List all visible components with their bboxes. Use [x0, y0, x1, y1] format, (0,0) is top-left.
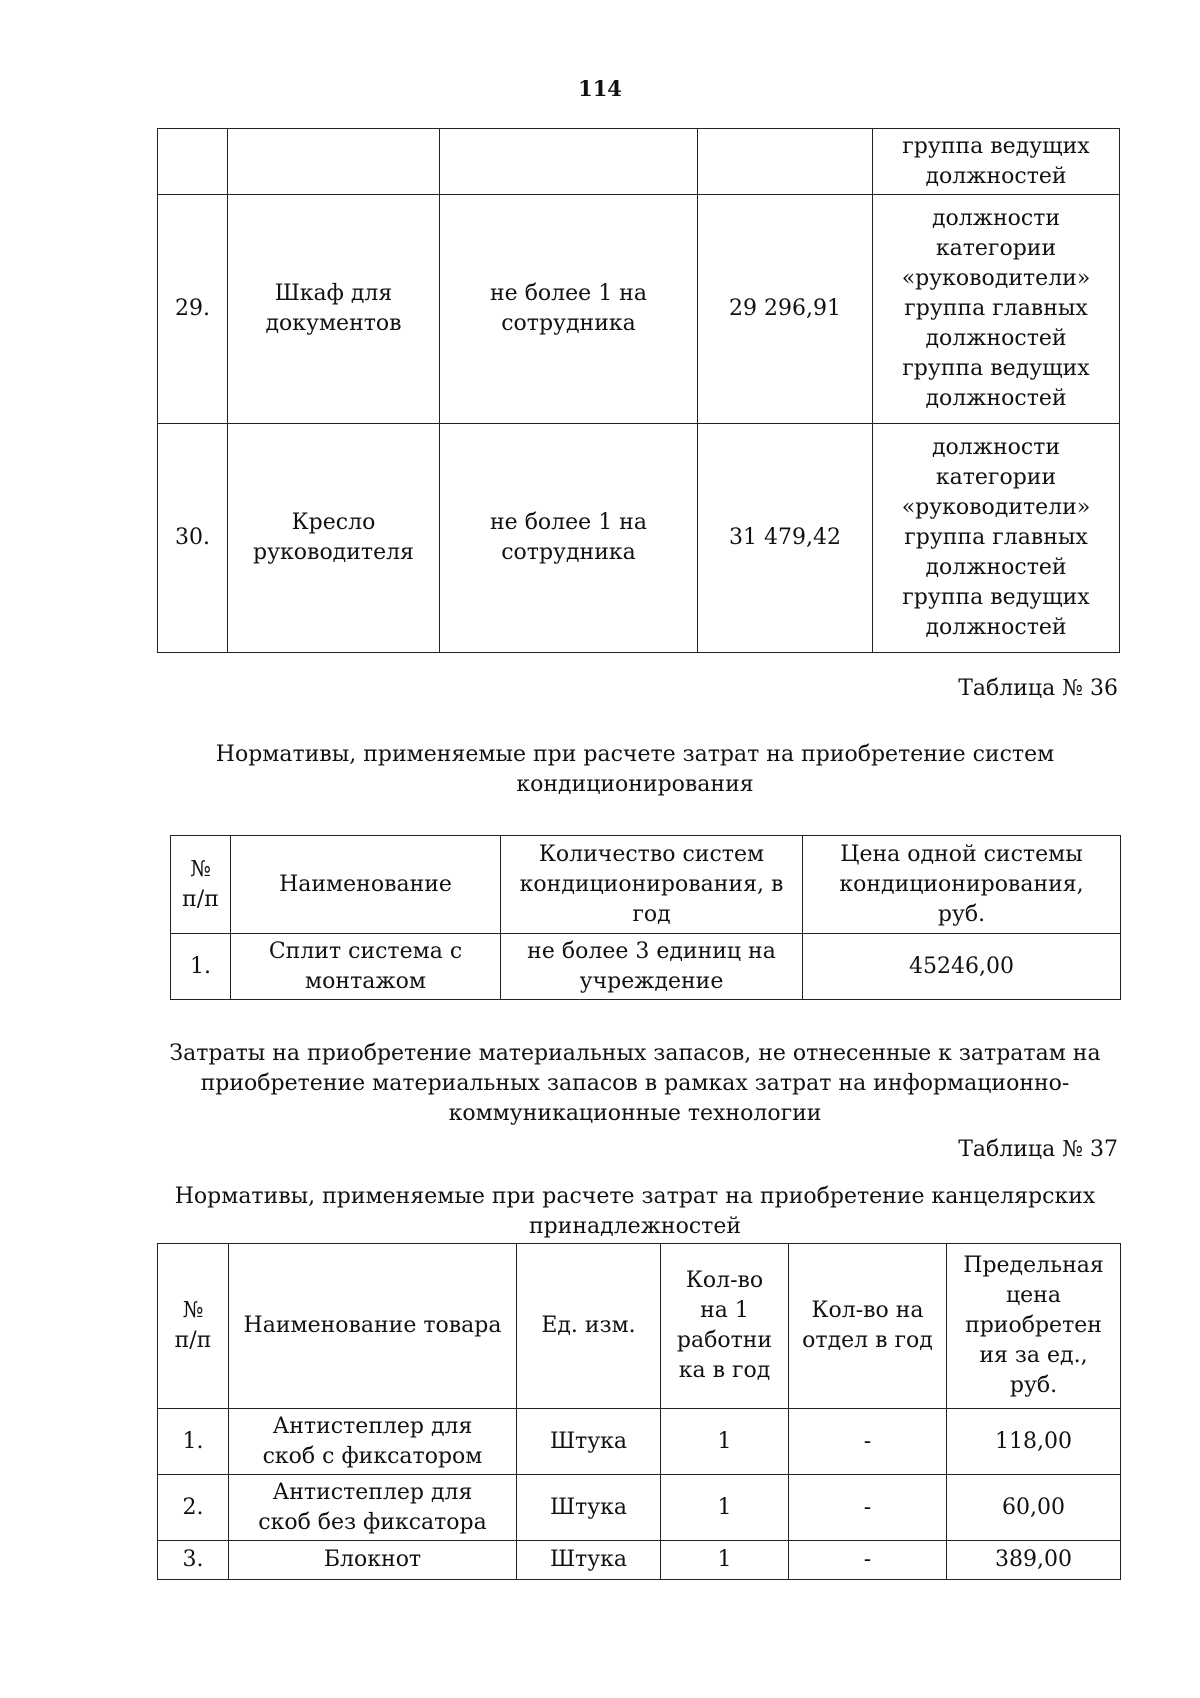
row-number: 2. [158, 1475, 229, 1541]
row-number: 1. [158, 1409, 229, 1475]
item-price [698, 129, 873, 195]
text-line: Наименование товара [243, 1313, 502, 1338]
header-name [231, 836, 501, 934]
header-unit [517, 1244, 661, 1409]
position-category [873, 424, 1120, 653]
item-name [229, 1409, 517, 1475]
text-line: цена [1006, 1283, 1061, 1308]
header-max-price [947, 1244, 1121, 1409]
item-name [228, 129, 440, 195]
position-category [873, 129, 1120, 195]
text-line: кондиционирования, в [519, 871, 784, 897]
item-price: 45246,00 [803, 934, 1121, 1000]
text-line: сотрудника [501, 311, 636, 336]
text-line: Шкаф для [274, 281, 393, 306]
header-number [171, 836, 231, 934]
text-line: Предельная [963, 1253, 1104, 1278]
text-line: группа ведущих [902, 133, 1090, 159]
position-category [873, 195, 1120, 424]
text-line: Антистеплер для [272, 1479, 473, 1505]
text-line: работни [676, 1328, 773, 1353]
table-label: Таблица № 37 [958, 1137, 1118, 1162]
item-price: 31 479,42 [698, 424, 873, 653]
text-line: не более 3 единиц на [527, 938, 776, 964]
header-product-name [229, 1244, 517, 1409]
item-per-department: - [789, 1409, 947, 1475]
text-line: должностей [925, 163, 1067, 189]
item-quantity [440, 129, 698, 195]
table-row [171, 934, 1121, 1000]
text-line: Затраты на приобретение материальных запасов, не отнесенные к затратам на [169, 1041, 1101, 1066]
text-line: ия за ед., [979, 1343, 1088, 1368]
table-label: Таблица № 36 [958, 676, 1118, 701]
table-title [150, 740, 1120, 800]
text-line: Количество систем [538, 841, 765, 867]
item-quantity [501, 934, 803, 1000]
text-line: Наименование [279, 871, 452, 897]
text-line: должности [931, 206, 1061, 231]
text-line: приобретен [965, 1313, 1102, 1338]
text-line: год [632, 901, 671, 927]
text-line: не более 1 на [490, 510, 647, 535]
text-line: ка в год [678, 1358, 771, 1383]
text-line: Кол-во [685, 1268, 764, 1293]
text-line: должностей [925, 326, 1067, 351]
table-row [158, 1409, 1121, 1475]
text-line: приобретение материальных запасов в рамках затрат на информационно- [200, 1071, 1070, 1096]
item-unit: Штука [517, 1409, 661, 1475]
text-line: кондиционирования [516, 772, 754, 797]
item-quantity [440, 195, 698, 424]
item-max-price: 118,00 [947, 1409, 1121, 1475]
text-line: должностей [925, 386, 1067, 411]
header-per-department [789, 1244, 947, 1409]
row-number [158, 129, 228, 195]
text-line: учреждение [579, 968, 724, 994]
text-line: Кресло [291, 510, 376, 535]
header-price [803, 836, 1121, 934]
text-line: должности [931, 435, 1061, 460]
header-quantity [501, 836, 803, 934]
text-line: группа главных [904, 296, 1088, 321]
text-line: сотрудника [501, 540, 636, 565]
text-line: Нормативы, применяемые при расчете затрат на приобретение канцелярских [174, 1184, 1096, 1209]
table-row [158, 424, 1120, 653]
table-row [158, 195, 1120, 424]
text-line: группа главных [904, 525, 1088, 550]
item-per-worker: 1 [661, 1409, 789, 1475]
continuation-table [157, 128, 1120, 653]
text-line: № [182, 1298, 204, 1323]
text-line: руб. [1009, 1373, 1058, 1398]
text-line: руб. [937, 901, 986, 927]
item-unit: Штука [517, 1541, 661, 1580]
table-row [158, 1541, 1121, 1580]
text-line: Цена одной системы [840, 841, 1083, 867]
header-row [171, 836, 1121, 934]
text-line: должностей [925, 555, 1067, 580]
text-line: коммуникационные технологии [448, 1101, 822, 1126]
text-line: монтажом [305, 968, 426, 994]
text-line: Кол-во на [811, 1298, 924, 1323]
text-line: руководителя [253, 540, 414, 565]
text-line: «руководители» [901, 266, 1091, 291]
text-line: п/п [182, 886, 219, 912]
text-line: Антистеплер для [272, 1413, 473, 1439]
section-heading [150, 1039, 1120, 1129]
item-name [228, 195, 440, 424]
header-number [158, 1244, 229, 1409]
text-line: категории [935, 465, 1057, 490]
item-per-worker: 1 [661, 1475, 789, 1541]
text-line: документов [265, 311, 402, 336]
text-line: кондиционирования, [839, 871, 1084, 897]
row-number: 30. [158, 424, 228, 653]
text-line: скоб без фиксатора [258, 1509, 487, 1535]
text-line: должностей [925, 615, 1067, 640]
text-line: скоб с фиксатором [262, 1443, 483, 1469]
text-line: п/п [174, 1328, 212, 1353]
text-line: «руководители» [901, 495, 1091, 520]
air-conditioning-table [170, 835, 1121, 1000]
item-price: 29 296,91 [698, 195, 873, 424]
table-row [158, 1475, 1121, 1541]
text-line: категории [935, 236, 1057, 261]
item-per-department: - [789, 1541, 947, 1580]
text-line: Блокнот [323, 1547, 422, 1572]
text-line: Нормативы, применяемые при расчете затрат на приобретение систем [215, 742, 1055, 767]
text-line: не более 1 на [490, 281, 647, 306]
header-per-worker [661, 1244, 789, 1409]
text-line: отдел в год [802, 1328, 933, 1353]
text-line: на 1 [700, 1298, 749, 1323]
item-name [228, 424, 440, 653]
row-number: 1. [171, 934, 231, 1000]
header-row [158, 1244, 1121, 1409]
row-number: 29. [158, 195, 228, 424]
item-unit: Штука [517, 1475, 661, 1541]
item-max-price: 389,00 [947, 1541, 1121, 1580]
office-supplies-table [157, 1243, 1121, 1580]
text-line: принадлежностей [528, 1214, 742, 1239]
table-row [158, 129, 1120, 195]
item-max-price: 60,00 [947, 1475, 1121, 1541]
text-line: группа ведущих [902, 356, 1090, 381]
text-line: группа ведущих [902, 585, 1090, 610]
item-per-worker: 1 [661, 1541, 789, 1580]
text-line: № [190, 856, 211, 882]
text-line: Сплит система с [268, 938, 463, 964]
item-per-department: - [789, 1475, 947, 1541]
text-line: Ед. изм. [541, 1313, 636, 1338]
item-quantity [440, 424, 698, 653]
item-name [229, 1475, 517, 1541]
row-number: 3. [158, 1541, 229, 1580]
page-number: 114 [578, 76, 622, 101]
item-name [231, 934, 501, 1000]
table-title [150, 1182, 1120, 1242]
item-name [229, 1541, 517, 1580]
